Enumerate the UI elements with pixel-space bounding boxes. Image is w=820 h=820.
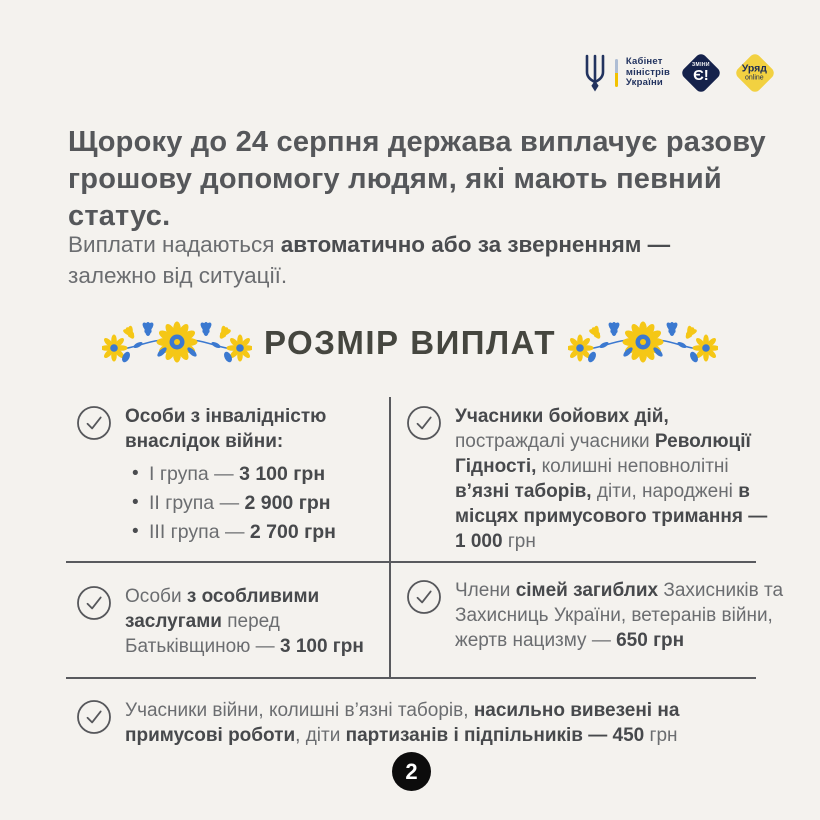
page-heading: Щороку до 24 серпня держава виплачує разову грошову допомогу людям, які мають певний статус. [68,126,766,232]
check-icon [406,579,442,615]
list-item: • ІІІ група — 2 700 грн [149,520,425,545]
horizontal-divider-1 [66,561,756,563]
intro-subtext: Виплати надаються автоматично або за зверненням — залежно від ситуації. [68,232,671,288]
benefit-text: Учасники війни, колишні в’язні таборів, насильно вивезені на примусові роботи, діти партизанів і підпільників — 450 грн [125,700,680,746]
benefit-cell-disability [76,404,425,549]
benefit-amount-list [125,462,425,545]
page-number: 2 [405,758,418,784]
check-icon [406,405,442,441]
ye-badge-small-text: ЗМІНИ [692,62,710,68]
cabinet-label [626,57,670,89]
list-item: • І група — 3 100 грн [149,462,425,487]
benefit-text: Учасники бойових дій, постраждалі учасники Революції Гідності, колишні неповнолітні в’язні таборів, діти, народжені в місцях примусового тримання — 1 000 грн [455,406,768,552]
benefit-cell-special-merit [76,584,365,659]
benefit-title: Особи з інвалідністю внаслідок війни: [125,406,327,452]
check-icon [76,699,112,735]
benefit-cell-war-participants [76,698,765,748]
ye-badge [678,50,724,96]
floral-ornament-right-icon [568,318,718,368]
list-item: • ІІ група — 2 900 грн [149,491,425,516]
government-logos [583,50,778,96]
section-title: РОЗМІР ВИПЛАТ [263,324,557,361]
floral-ornament-left-icon [102,318,252,368]
benefit-cell-families [406,578,791,653]
section-title-row [0,318,820,368]
horizontal-divider-2 [66,677,756,679]
cabinet-line1: Кабінет [625,56,663,68]
benefit-text: Особи з особливими заслугами перед Батьківщиною — 3 100 грн [125,586,364,657]
benefit-text: Члени сімей загиблих Захисників та Захисниць України, ветеранів війни, жертв нацизму — 650 грн [455,580,784,651]
uryad-badge-sub-text: online [745,74,765,82]
ye-badge-main-text: Є! [693,67,709,84]
tryzub-icon [583,53,607,93]
uryad-badge-main-text: Уряд [742,62,768,75]
check-icon [76,585,112,621]
cabinet-line2: міністрів [625,66,670,78]
cabinet-line3: України [625,77,663,89]
cabinet-logo [583,53,670,93]
benefit-cell-combatants [406,404,779,554]
check-icon [76,405,112,441]
page-number-badge [392,752,431,791]
logo-separator [615,59,618,87]
uryad-online-badge [732,50,778,96]
